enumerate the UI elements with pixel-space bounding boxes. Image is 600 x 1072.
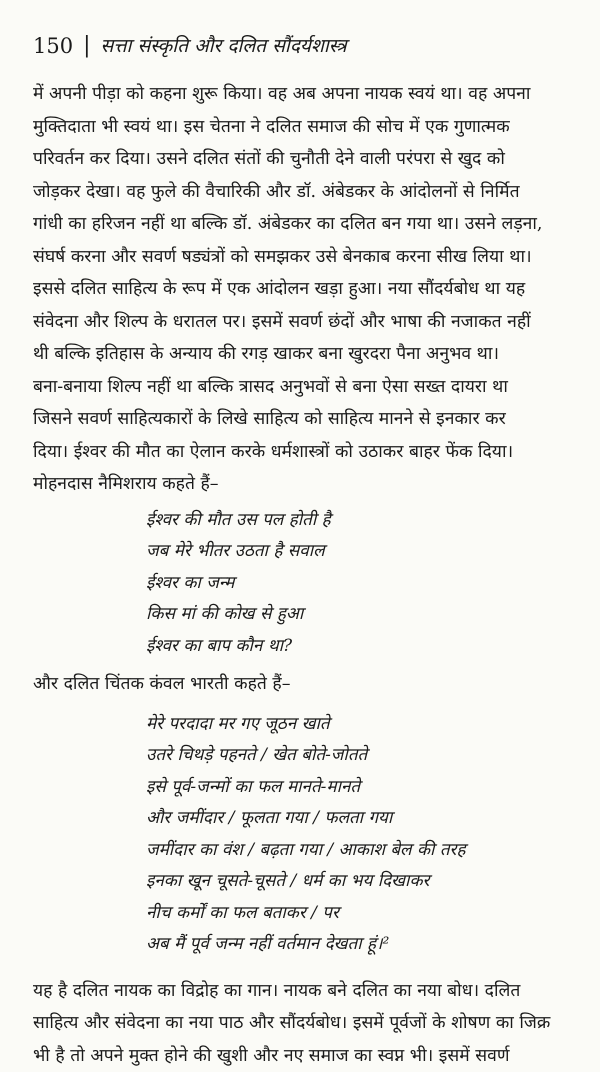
poem-intro-2 (33, 668, 583, 701)
text-line: संवेदना और शिल्प के धरातल पर। इसमें सवर्ण छंदों और भाषा की नजाकत नहीं (33, 306, 583, 339)
poem-quote-2 (33, 709, 583, 961)
poem-line: अब मैं पूर्व जन्म नहीं वर्तमान देखता हूं।² (146, 929, 583, 961)
text-line: बना-बनाया शिल्प नहीं था बल्कि त्रासद अनुभवों से बना ऐसा सख्त दायरा था (33, 371, 583, 404)
poem-line: मेरे परदादा मर गए जूठन खाते (146, 709, 583, 741)
text-line: परिवर्तन कर दिया। उसने दलित संतों की चुनौती देने वाली परंपरा से खुद को (33, 143, 583, 176)
text-line: मोहनदास नैमिशराय कहते हैं– (33, 468, 583, 501)
running-header (33, 30, 583, 62)
text-line: संघर्ष करना और सवर्ण षड्यंत्रों को समझकर उसे बेनकाब करना सीख लिया था। (33, 241, 583, 274)
text-line: दिया। ईश्वर की मौत का ऐलान करके धर्मशास्त्रों को उठाकर बाहर फेंक दिया। (33, 436, 583, 469)
book-page (33, 30, 583, 1072)
text-line: जोड़कर देखा। वह फुले की वैचारिकी और डॉ. अंबेडकर के आंदोलनों से निर्मित (33, 176, 583, 209)
poem-line: ईश्वर की मौत उस पल होती है (146, 505, 583, 537)
header-separator: | (83, 30, 90, 62)
text-line: गांधी का हरिजन नहीं था बल्कि डॉ. अंबेडकर का दलित बन गया था। उसने लड़ना, (33, 208, 583, 241)
paragraph-2 (33, 975, 583, 1072)
poem-line: जमींदार का वंश / बढ़ता गया / आकाश बेल की तरह (146, 835, 583, 867)
page-number: 150 (33, 30, 73, 62)
poem-line: उतरे चिथड़े पहनते / खेत बोते-जोतते (146, 740, 583, 772)
text-line: में अपनी पीड़ा को कहना शुरू किया। वह अब अपना नायक स्वयं था। वह अपना (33, 78, 583, 111)
text-line: भी है तो अपने मुक्त होने की खुशी और नए समाज का स्वप्न भी। इसमें सवर्ण (33, 1040, 583, 1072)
poem-line: इसे पूर्व-जन्मों का फल मानते-मानते (146, 772, 583, 804)
poem-line: किस मां की कोख से हुआ (146, 599, 583, 631)
text-line: साहित्य और संवेदना का नया पाठ और सौंदर्यबोध। इसमें पूर्वजों के शोषण का जिक्र (33, 1007, 583, 1040)
poem-line: और जमींदार / फूलता गया / फलता गया (146, 803, 583, 835)
text-line: जिसने सवर्ण साहित्यकारों के लिखे साहित्य को साहित्य मानने से इनकार कर (33, 403, 583, 436)
text-line: यह है दलित नायक का विद्रोह का गान। नायक बने दलित का नया बोध। दलित (33, 975, 583, 1008)
poem-line: जब मेरे भीतर उठता है सवाल (146, 536, 583, 568)
text-line: थी बल्कि इतिहास के अन्याय की रगड़ खाकर बना खुरदरा पैना अनुभव था। (33, 338, 583, 371)
text-line: इससे दलित साहित्य के रूप में एक आंदोलन खड़ा हुआ। नया सौंदर्यबोध था यह (33, 273, 583, 306)
poem-quote-1 (33, 505, 583, 663)
poem-line: इनका खून चूसते-चूसते / धर्म का भय दिखाकर (146, 866, 583, 898)
paragraph-1 (33, 78, 583, 501)
poem-line: नीच कर्मों का फल बताकर / पर (146, 898, 583, 930)
poem-line: ईश्वर का बाप कौन था? (146, 631, 583, 663)
poem-line: ईश्वर का जन्म (146, 568, 583, 600)
text-line: मुक्तिदाता भी स्वयं था। इस चेतना ने दलित समाज की सोच में एक गुणात्मक (33, 111, 583, 144)
book-title: सत्ता संस्कृति और दलित सौंदर्यशास्त्र (101, 30, 347, 62)
text-line: और दलित चिंतक कंवल भारती कहते हैं– (33, 668, 583, 701)
